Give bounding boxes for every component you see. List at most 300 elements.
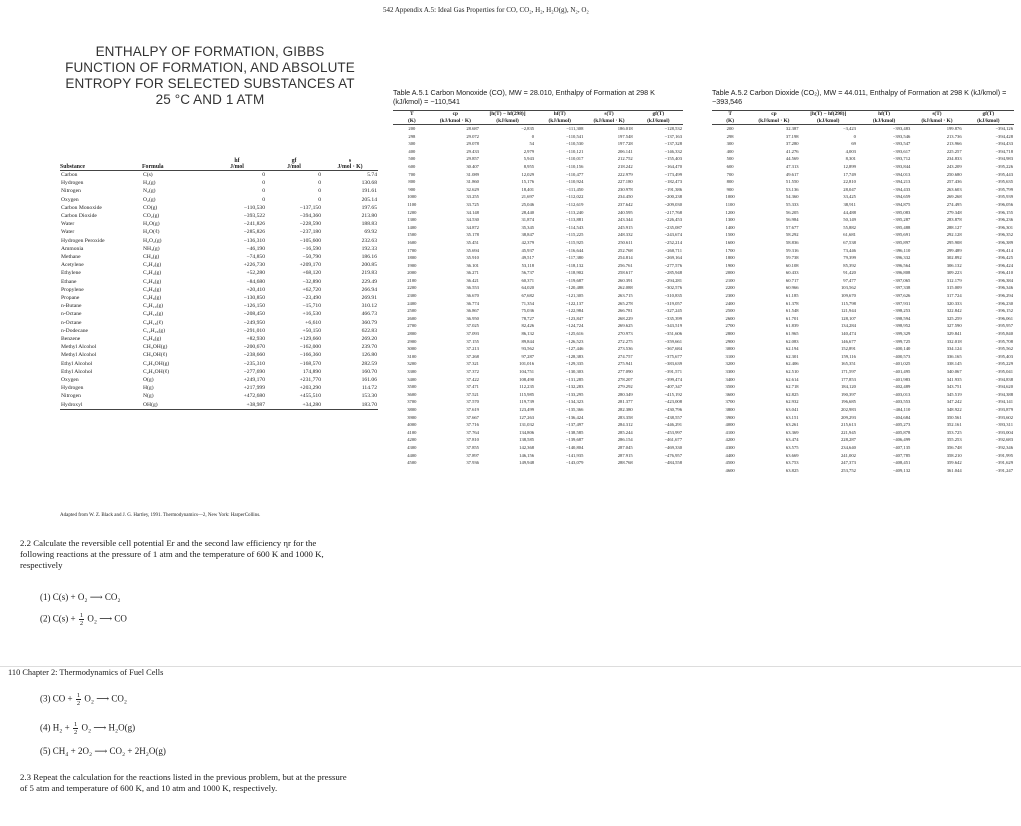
- table-cell: −135,366: [565, 406, 584, 412]
- table-a52-caption: Table A.5.2 Carbon Dioxide (CO₂), MW = 44.011, Enthalpy of Formation at 298 K (kJ/kmol) = −393,546: [712, 88, 1007, 106]
- table-cell: 4400: [725, 452, 735, 458]
- enthalpy-table: [60, 158, 378, 410]
- table-cell: 31,874: [521, 217, 535, 223]
- table-cell: 61.378: [785, 300, 799, 306]
- table-cell: Hydroxyl: [60, 401, 142, 410]
- table-cell: 622.83: [361, 327, 377, 334]
- table-cell: 1100: [407, 201, 417, 207]
- table-cell: 253,752: [841, 467, 856, 473]
- table-row: [393, 224, 683, 232]
- table-cell: 352.161: [946, 422, 962, 428]
- table-cell: 62.825: [785, 391, 799, 397]
- table-cell: H₂O₂(g): [143, 237, 162, 244]
- table-cell: 340.067: [946, 369, 962, 374]
- table-cell: 146,156: [519, 452, 535, 458]
- table-cell: −396,425: [995, 255, 1013, 261]
- table-cell: 1200: [725, 209, 735, 215]
- table-row: [393, 406, 683, 414]
- table-cell: 287.045: [617, 444, 633, 450]
- table-cell: 60,371: [521, 277, 535, 283]
- table-cell: −391,247: [995, 467, 1013, 473]
- table-cell: 2000: [725, 270, 735, 276]
- table-cell: 306.132: [946, 262, 962, 268]
- header-cell: (K): [712, 118, 748, 125]
- table-cell: 35.451: [466, 239, 479, 245]
- table-cell: −394,213: [892, 179, 911, 185]
- table-cell: 0: [318, 196, 321, 203]
- table-cell: 266.781: [617, 308, 633, 314]
- table-row: [60, 171, 378, 180]
- table-cell: −395,957: [995, 323, 1013, 329]
- table-cell: −395,562: [995, 346, 1013, 352]
- table-cell: 269.91: [361, 295, 377, 302]
- table-cell: 60.108: [785, 262, 799, 268]
- table-row: [712, 444, 1014, 452]
- table-cell: 250.680: [946, 171, 962, 177]
- table-cell: +203,290: [299, 385, 321, 392]
- table-cell: 37.764: [466, 429, 479, 435]
- table-cell: 4100: [725, 429, 735, 435]
- table-cell: −394,013: [892, 171, 911, 177]
- table-row: [712, 148, 1014, 156]
- table-cell: 257.436: [946, 179, 962, 185]
- table-cell: 108,490: [519, 376, 535, 382]
- header-cell: (kJ/kmol): [857, 118, 911, 125]
- table-cell: −392,683: [995, 437, 1013, 443]
- table-cell: −182,473: [664, 179, 682, 185]
- table-row: [712, 247, 1014, 255]
- table-cell: +20,410: [246, 286, 265, 293]
- table-row: [60, 253, 378, 261]
- table-cell: 298: [726, 133, 734, 139]
- table-cell: 36.101: [466, 262, 479, 268]
- table-cell: 131,032: [519, 422, 535, 428]
- table-cell: −122,984: [565, 308, 584, 314]
- table-cell: 58.292: [785, 232, 799, 238]
- table-cell: −137,497: [565, 422, 584, 428]
- enthalpy-table-title: ENTHALPY OF FORMATION, GIBBS FUNCTION OF FORMATION, AND ABSOLUTE ENTROPY FOR SELECTED SUBSTANCES AT 25 °C AND 1 ATM: [65, 44, 355, 107]
- table-cell: +226,730: [243, 262, 265, 269]
- table-row: [393, 383, 683, 391]
- table-cell: n-Dodecane: [61, 327, 89, 334]
- table-cell: 4500: [407, 460, 417, 466]
- table-row: [712, 155, 1014, 163]
- table-cell: −238,660: [243, 352, 265, 359]
- table-cell: −111,308: [566, 126, 584, 131]
- table-row: [60, 245, 378, 253]
- table-cell: 240.595: [617, 209, 633, 215]
- table-cell: 338.145: [946, 361, 962, 367]
- table-cell: 126.80: [361, 352, 377, 359]
- table-cell: 101,016: [519, 361, 535, 367]
- reaction-5: (5) CH₄ + 2O₂ ⟶ CO₂ + 2H₂O(g): [40, 746, 166, 756]
- table-cell: −155,403: [664, 156, 682, 162]
- table-row: [60, 220, 378, 228]
- header-cell: (K): [393, 118, 431, 125]
- fraction-denominator: 2: [79, 620, 84, 627]
- table-cell: −133,295: [565, 391, 584, 397]
- table-cell: +249,170: [243, 377, 265, 384]
- table-row: [712, 171, 1014, 179]
- table-row: [712, 284, 1014, 292]
- table-cell: 269.625: [617, 323, 633, 329]
- table-row: [60, 286, 378, 294]
- table-cell: 1700: [725, 247, 735, 253]
- table-cell: 232.63: [361, 237, 377, 244]
- table-row: [393, 391, 683, 399]
- fraction-denominator: 2: [76, 700, 81, 707]
- table-cell: 4100: [407, 429, 417, 435]
- table-cell: +209,170: [299, 262, 321, 269]
- table-row: [712, 421, 1014, 429]
- table-cell: 213.736: [946, 133, 962, 139]
- table-cell: −122,137: [565, 300, 584, 306]
- table-cell: +34,280: [266, 401, 322, 410]
- table-cell: 53,118: [521, 262, 535, 268]
- table-cell: 62.301: [785, 353, 799, 359]
- table-cell: Propane: [61, 295, 80, 302]
- table-cell: 44,488: [843, 209, 856, 215]
- table-cell: 1000: [725, 194, 735, 200]
- table-cell: −16,590: [302, 245, 321, 252]
- table-cell: −113,881: [566, 217, 584, 223]
- table-cell: 254.814: [617, 255, 633, 261]
- table-cell: 190,397: [841, 391, 856, 397]
- table-cell: −132,283: [565, 384, 584, 390]
- table-cell: 2200: [407, 285, 417, 291]
- table-cell: 67,538: [843, 239, 856, 245]
- header-cell: hf(T): [535, 111, 584, 118]
- table-row: [60, 261, 378, 269]
- table-row: [712, 292, 1014, 300]
- table-cell: 36.271: [466, 270, 479, 276]
- table-cell: 161.06: [361, 377, 377, 384]
- table-cell: 42,379: [521, 239, 535, 245]
- table-cell: 4500: [725, 460, 735, 466]
- table-cell: 209,293: [841, 414, 856, 420]
- table-cell: −396,414: [995, 247, 1013, 253]
- problem-2-3-text: 2.3 Repeat the calculation for the reactions listed in the previous problem, but at the pressure of 5 atm and temperature of 600 K, and 10 atm and 1000 K, respectively.: [20, 772, 347, 793]
- table-cell: −84,680: [246, 278, 265, 285]
- table-cell: −74,850: [246, 254, 265, 261]
- table-cell: −396,056: [995, 201, 1013, 207]
- table-cell: 63.474: [785, 437, 799, 443]
- table-row: [393, 353, 683, 361]
- fraction-numerator: 1: [76, 692, 81, 699]
- table-row: [712, 429, 1014, 437]
- table-row: [712, 383, 1014, 391]
- header-cell: (kJ/kmol · K): [748, 118, 799, 125]
- table-cell: −394,126: [995, 126, 1013, 131]
- table-cell: 60.966: [785, 285, 799, 291]
- table-cell: 22,810: [843, 179, 856, 185]
- table-cell: 282.380: [617, 406, 633, 412]
- table-cell: 97,477: [843, 277, 856, 283]
- header-cell: cp: [431, 111, 480, 118]
- table-cell: −375,677: [664, 353, 682, 359]
- table-cell: −484,558: [664, 460, 682, 466]
- table-cell: N(g): [143, 393, 154, 400]
- table-cell: 196,685: [841, 399, 856, 405]
- table-cell: H(g): [143, 385, 154, 392]
- table-cell: −397,065: [892, 277, 911, 283]
- table-cell: 171,597: [841, 369, 856, 374]
- table-cell: 600: [408, 163, 416, 169]
- table-cell: −136,424: [565, 414, 584, 420]
- table-cell: −249,950: [243, 319, 265, 326]
- header-cell: (kJ/kmol · K): [431, 118, 480, 125]
- table-cell: −394,838: [995, 376, 1013, 382]
- table-cell: −130,850: [243, 295, 265, 302]
- table-cell: −406,499: [892, 437, 911, 443]
- table-cell: 234.450: [617, 194, 633, 200]
- table-cell: −191,386: [664, 186, 682, 192]
- table-row: [60, 294, 378, 302]
- enthalpy-table-source: Adapted from W. Z. Black and J. G. Hartley, 1991. Thermodynamics—2, New York: HarperCollins.: [60, 513, 261, 518]
- table-cell: 361.044: [946, 467, 962, 473]
- table-cell: −407,785: [892, 452, 911, 458]
- table-cell: −140,804: [565, 444, 584, 450]
- table-cell: 3700: [407, 399, 417, 405]
- table-cell: +231,770: [299, 377, 321, 384]
- header-cell: (kJ/kmol · K): [911, 118, 962, 125]
- table-cell: 60.433: [785, 270, 799, 276]
- table-cell: 600: [726, 163, 734, 169]
- table-cell: 302.892: [946, 255, 962, 261]
- table-cell: 1800: [407, 255, 417, 261]
- fraction-one-half: [73, 721, 78, 736]
- header-cell: Substance: [60, 164, 142, 171]
- table-cell: −404,110: [892, 406, 911, 412]
- table-cell: 1600: [407, 239, 417, 245]
- table-cell: 800: [726, 179, 734, 185]
- table-cell: 1500: [407, 232, 417, 238]
- table-cell: 174,890: [302, 368, 321, 375]
- table-cell: 329.841: [946, 331, 962, 337]
- table-cell: −129,335: [565, 361, 584, 367]
- table-a51-block: [393, 88, 683, 467]
- table-cell: 281.377: [617, 399, 633, 405]
- table-row: [60, 335, 378, 343]
- table-cell: C₃H₆(g): [143, 286, 162, 293]
- table-row: [393, 247, 683, 255]
- table-cell: C₂H₂(g): [143, 262, 162, 269]
- table-cell: 1100: [725, 201, 735, 207]
- table-cell: −343,519: [664, 323, 682, 329]
- header-cell: (kJ/kmol): [800, 118, 857, 125]
- header-cell: T: [712, 111, 748, 118]
- table-cell: 191.61: [361, 188, 377, 195]
- table-cell: +50,150: [302, 327, 321, 334]
- table-cell: −291,010: [243, 327, 265, 334]
- table-a51-caption: Table A.5.1 Carbon Monoxide (CO), MW = 28.010, Enthalpy of Formation at 298 K (kJ/kmol) = −110,541: [393, 88, 655, 106]
- fraction-one-half: [76, 692, 81, 707]
- table-row: [60, 319, 378, 327]
- table-cell: −404,684: [892, 414, 911, 420]
- table-row: [60, 360, 378, 368]
- table-cell: 2500: [407, 308, 417, 314]
- table-row: [60, 278, 378, 286]
- table-cell: 345.519: [946, 391, 962, 397]
- table-cell: −395,635: [995, 179, 1013, 185]
- table-cell: 0: [318, 172, 321, 178]
- table-cell: 149,948: [519, 460, 535, 466]
- table-cell: 31.860: [466, 179, 479, 185]
- table-row: [60, 302, 378, 310]
- table-row: [60, 384, 378, 392]
- running-header: 542 Appendix A.5: Ideal Gas Properties for CO, CO₂, H₂, H₂O(g), N₂, O₂: [383, 6, 589, 14]
- table-cell: −394,433: [995, 141, 1013, 147]
- table-cell: 134,806: [519, 429, 535, 435]
- table-cell: 56.984: [785, 217, 799, 223]
- table-cell: 268.229: [617, 315, 633, 321]
- table-cell: Ethane: [61, 278, 77, 285]
- table-row: [712, 277, 1014, 285]
- table-cell: 237.642: [617, 201, 633, 207]
- table-cell: 18,401: [521, 186, 535, 192]
- table-cell: +68,120: [302, 270, 321, 277]
- table-cell: 3000: [407, 346, 417, 352]
- table-cell: 63.825: [785, 467, 799, 473]
- table-cell: 218.242: [617, 163, 633, 169]
- table-cell: 29.857: [466, 156, 479, 162]
- table-cell: 8,955: [523, 163, 535, 169]
- table-cell: −136,310: [243, 237, 265, 244]
- table-cell: −395,691: [892, 232, 911, 238]
- table-cell: 59.316: [785, 247, 799, 253]
- table-cell: 58.836: [785, 239, 799, 245]
- table-cell: −228,590: [299, 221, 321, 228]
- table-row: [712, 360, 1014, 368]
- table-cell: 138,585: [519, 437, 535, 443]
- table-cell: 202,983: [841, 406, 856, 412]
- table-cell: −217,768: [664, 209, 682, 215]
- table-cell: −401,983: [892, 376, 911, 382]
- table-row: [712, 133, 1014, 141]
- table-cell: 37.213: [466, 346, 479, 352]
- table-cell: 334.124: [946, 346, 962, 352]
- table-cell: −117,380: [566, 255, 584, 261]
- table-cell: 2200: [725, 285, 735, 291]
- table-cell: 2600: [725, 315, 735, 321]
- table-cell: −116,644: [566, 247, 584, 253]
- table-cell: 350.561: [946, 414, 962, 420]
- table-cell: 127,263: [519, 414, 535, 420]
- header-cell: s(T): [911, 111, 962, 118]
- reaction-3-rhs: O₂ ⟶ CO₂: [84, 693, 128, 704]
- table-cell: −241,826: [243, 221, 265, 228]
- table-cell: 112,235: [519, 384, 535, 390]
- table-cell: 2300: [407, 293, 417, 299]
- table-cell: 36.950: [466, 315, 479, 321]
- table-row: [393, 209, 683, 217]
- table-cell: −112,022: [566, 194, 584, 200]
- table-cell: 15,176: [521, 179, 535, 185]
- table-cell: Water: [61, 221, 75, 228]
- table-cell: −209,030: [664, 201, 682, 207]
- fraction-denominator: 2: [73, 729, 78, 736]
- table-cell: 45,937: [521, 247, 535, 253]
- table-a52-block: [712, 88, 1014, 474]
- table-cell: 700: [408, 171, 416, 177]
- table-cell: −396,294: [995, 293, 1013, 299]
- table-row: [393, 307, 683, 315]
- table-cell: −105,600: [299, 237, 321, 244]
- table-cell: 1200: [407, 209, 417, 215]
- table-cell: 61.839: [785, 323, 799, 329]
- table-cell: 263.603: [946, 186, 962, 192]
- table-cell: 263.715: [617, 293, 633, 299]
- table-cell: −395,041: [995, 369, 1013, 374]
- table-cell: −127,446: [565, 346, 584, 352]
- table-cell: 37.198: [785, 133, 799, 139]
- table-cell: 71,354: [521, 300, 535, 306]
- table-cell: 55,882: [843, 224, 856, 230]
- table-cell: −396,152: [995, 308, 1013, 314]
- table-cell: 61.701: [785, 315, 799, 321]
- table-cell: −407,347: [664, 384, 682, 390]
- table-cell: −415,192: [664, 391, 682, 397]
- table-cell: 36.670: [466, 293, 479, 299]
- table-row: [60, 204, 378, 212]
- table-cell: 243.209: [946, 163, 962, 169]
- table-cell: 225.257: [946, 148, 962, 154]
- table-row: [712, 125, 1014, 133]
- table-row: [712, 307, 1014, 315]
- table-cell: CO₂(g): [143, 213, 160, 220]
- table-row: [393, 254, 683, 262]
- table-cell: C₂H₄(g): [143, 270, 162, 277]
- table-row: [60, 212, 378, 220]
- table-cell: 104,751: [519, 369, 535, 374]
- table-cell: −120,488: [565, 285, 584, 291]
- table-row: [712, 353, 1014, 361]
- table-cell: 279.292: [617, 384, 633, 390]
- table-cell: 37.025: [466, 323, 479, 329]
- table-row: [60, 269, 378, 277]
- table-cell: 28.687: [466, 126, 479, 131]
- table-cell: 114.72: [361, 385, 377, 392]
- table-cell: 2000: [407, 270, 417, 276]
- reaction-2-rhs: O₂ ⟶ CO: [87, 613, 127, 624]
- table-cell: 250.611: [617, 239, 633, 245]
- table-cell: 4,003: [845, 148, 856, 154]
- table-row: [712, 322, 1014, 330]
- table-row: [393, 429, 683, 437]
- table-cell: 4200: [725, 437, 735, 443]
- table-cell: −430,796: [664, 406, 682, 412]
- table-cell: −397,931: [892, 300, 911, 306]
- table-cell: 62.718: [785, 384, 799, 390]
- table-row: [393, 322, 683, 330]
- table-cell: 62.406: [785, 361, 799, 367]
- table-cell: −403,553: [892, 399, 911, 405]
- table-cell: −399,329: [892, 331, 911, 337]
- table-cell: 109,670: [841, 293, 856, 299]
- table-cell: −396,389: [995, 239, 1013, 245]
- table-cell: 317.724: [946, 293, 962, 299]
- header-cell: J/mol: [266, 164, 322, 171]
- table-cell: −394,659: [892, 194, 911, 200]
- table-cell: 37.855: [466, 444, 479, 450]
- table-cell: −125,616: [565, 331, 584, 337]
- table-cell: −395,840: [995, 331, 1013, 337]
- table-cell: 278.207: [617, 376, 633, 382]
- table-cell: C₆H₆(g): [143, 336, 162, 343]
- table-cell: 3400: [725, 376, 735, 382]
- table-cell: 1300: [407, 217, 417, 223]
- table-cell: 103,562: [841, 285, 856, 291]
